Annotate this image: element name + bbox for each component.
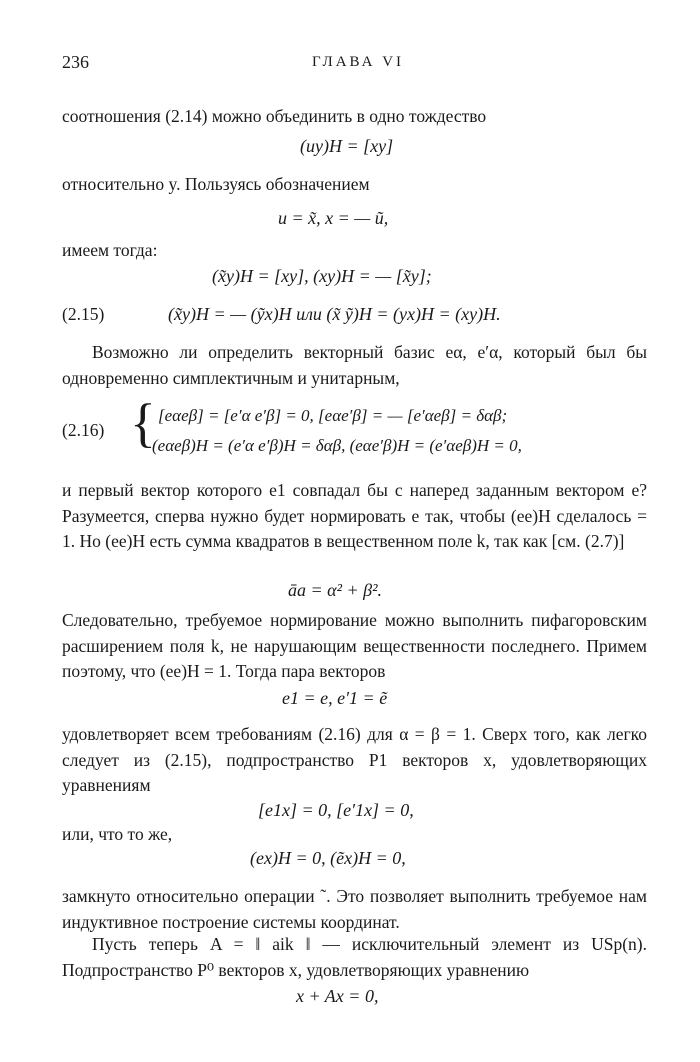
equation-u-x-notation: u = x̃, x = — ũ, bbox=[278, 208, 389, 228]
equation-aa-norm: āa = α² + β². bbox=[288, 580, 382, 600]
equation-uy-h: (uy)H = [xy] bbox=[300, 136, 394, 156]
equation-x-tilde-y: (x̃y)H = [xy], (xy)H = — [x̃y]; bbox=[212, 266, 432, 286]
paragraph-8: или, что то же, bbox=[62, 824, 173, 844]
equation-x-plus-ax: x + Ax = 0, bbox=[296, 986, 379, 1006]
left-brace: { bbox=[130, 393, 156, 453]
paragraph-5: и первый вектор которого e1 совпадал бы с наперед заданным вектором e? Разумеется, сперва нужно будет нормировать e так, чтобы (ee)H сделалось = 1. Но (ee)H есть сумма квадратов в вещественном поле k, так как [см. (2.7)] bbox=[62, 480, 647, 551]
paragraph-4: Возможно ли определить векторный базис eα, e′α, который был бы одновременно симплектичным и унитарным, bbox=[62, 342, 647, 388]
paragraph-9: замкнуто относительно операции ˜. Это позволяет выполнить требуемое нам индуктивное построение системы координат. bbox=[62, 886, 647, 932]
equation-2-16-line-1: [eαeβ] = [e′α e′β] = 0, [eαe′β] = — [e′αeβ] = δαβ; bbox=[158, 406, 508, 425]
equation-number-2-16: (2.16) bbox=[62, 420, 105, 440]
paragraph-3: имеем тогда: bbox=[62, 240, 158, 260]
equation-e1-pair: e1 = e, e′1 = ẽ bbox=[282, 688, 388, 708]
paragraph-1: соотношения (2.14) можно объединить в одно тождество bbox=[62, 106, 487, 126]
paragraph-7: удовлетворяет всем требованиям (2.16) для α = β = 1. Сверх того, как легко следует из (2.15), подпространство P1 векторов x, удовлетворяющих уравнениям bbox=[62, 724, 647, 795]
equation-2-15: (x̃y)H = — (ỹx)H или (x̃ ỹ)H = (yx)H = (xy)H. bbox=[168, 304, 501, 324]
page-number: 236 bbox=[62, 52, 89, 72]
chapter-heading: ГЛАВА VI bbox=[312, 54, 405, 70]
equation-ex-h-zero: (ex)H = 0, (ẽx)H = 0, bbox=[250, 848, 406, 868]
paragraph-2: относительно y. Пользуясь обозначением bbox=[62, 174, 370, 194]
paragraph-6: Следовательно, требуемое нормирование можно выполнить пифагоровским расширением поля k, не нарушающим вещественности последнего. Примем поэтому, что (ee)H = 1. Тогда пара векторов bbox=[62, 610, 647, 681]
equation-2-16-line-2: (eαeβ)H = (e′α e′β)H = δαβ, (eαe′β)H = (e′αeβ)H = 0, bbox=[152, 436, 522, 455]
equation-number-2-15: (2.15) bbox=[62, 304, 105, 324]
paragraph-10: Пусть теперь A = ‖ aik ‖ — исключительный элемент из USp(n). Подпространство P⁰ векторов x, удовлетворяющих уравнению bbox=[62, 934, 647, 980]
equation-e1x-zero: [e1x] = 0, [e′1x] = 0, bbox=[258, 800, 414, 820]
